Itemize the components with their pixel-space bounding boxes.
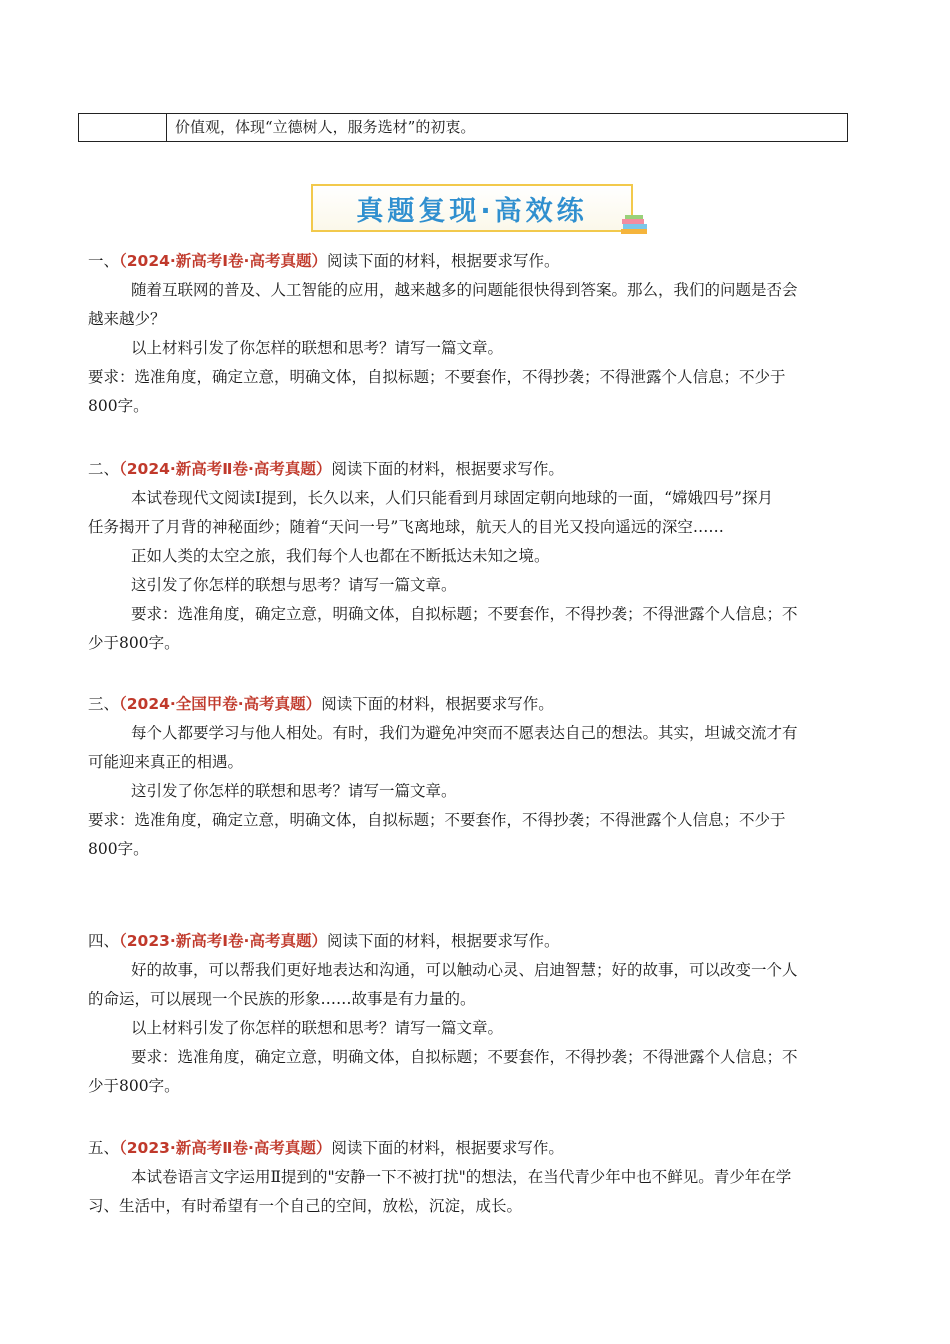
question-2 [88, 455, 864, 658]
requirement-line: 800字。 [88, 840, 149, 858]
question-1 [88, 247, 864, 421]
requirement-line: 要求：选准角度，确定立意，明确文体，自拟标题；不要套作，不得抄袭；不得泄露个人信息；不少于 [88, 811, 786, 829]
paragraph-line: 这引发了你怎样的联想与思考？请写一篇文章。 [131, 576, 457, 594]
question-source: （2024·全国甲卷·高考真题） [119, 695, 322, 713]
question-heading [88, 927, 864, 956]
requirement-line: 少于800字。 [88, 1077, 180, 1095]
header-table-row [78, 113, 848, 142]
question-lead: 阅读下面的材料，根据要求写作。 [331, 1139, 564, 1157]
question-lead: 阅读下面的材料，根据要求写作。 [326, 932, 560, 950]
question-heading [88, 690, 864, 719]
question-source: （2023·新高考Ⅰ卷·高考真题） [119, 932, 327, 950]
paragraph-line: 每个人都要学习与他人相处。有时，我们为避免冲突而不愿表达自己的想法。其实，坦诚交流才有 [131, 724, 798, 742]
question-number: 三、 [88, 695, 120, 713]
question-lead: 阅读下面的材料，根据要求写作。 [326, 252, 560, 270]
question-3 [88, 690, 864, 864]
question-heading [88, 247, 864, 276]
paragraph-line: 本试卷现代文阅读Ⅰ提到，长久以来，人们只能看到月球固定朝向地球的一面，“嫦娥四号”探月 [131, 489, 773, 507]
table-cell-empty [79, 114, 167, 141]
paragraph-line: 随着互联网的普及、人工智能的应用，越来越多的问题能很快得到答案。那么，我们的问题是否会 [131, 281, 798, 299]
paragraph-line: 的命运，可以展现一个民族的形象……故事是有力量的。 [88, 990, 476, 1008]
question-number: 一、 [88, 252, 120, 270]
question-number: 四、 [88, 932, 120, 950]
requirement-line: 要求：选准角度，确定立意，明确文体，自拟标题；不要套作，不得抄袭；不得泄露个人信息；不 [131, 605, 798, 623]
paragraph-line: 越来越少？ [88, 310, 166, 328]
question-5 [88, 1134, 864, 1221]
question-number: 二、 [88, 460, 120, 478]
question-source: （2024·新高考Ⅱ卷·高考真题） [119, 460, 332, 478]
paragraph-line: 好的故事，可以帮我们更好地表达和沟通，可以触动心灵、启迪智慧；好的故事，可以改变一个人 [131, 961, 798, 979]
requirement-line: 要求：选准角度，确定立意，明确文体，自拟标题；不要套作，不得抄袭；不得泄露个人信息；不少于 [88, 368, 786, 386]
question-lead: 阅读下面的材料，根据要求写作。 [331, 460, 564, 478]
paragraph-line: 可能迎来真正的相遇。 [88, 753, 244, 771]
paragraph-line: 任务揭开了月背的神秘面纱；随着“天问一号”飞离地球，航天人的目光又投向遥远的深空…… [88, 518, 724, 536]
requirement-line: 要求：选准角度，确定立意，明确文体，自拟标题；不要套作，不得抄袭；不得泄露个人信息；不 [131, 1048, 798, 1066]
question-source: （2024·新高考Ⅰ卷·高考真题） [119, 252, 327, 270]
paragraph-line: 以上材料引发了你怎样的联想和思考？请写一篇文章。 [131, 339, 504, 357]
question-heading [88, 455, 864, 484]
question-source: （2023·新高考Ⅱ卷·高考真题） [119, 1139, 332, 1157]
question-4 [88, 927, 864, 1101]
requirement-line: 800字。 [88, 397, 149, 415]
paragraph-line: 以上材料引发了你怎样的联想和思考？请写一篇文章。 [131, 1019, 504, 1037]
paragraph-line: 正如人类的太空之旅，我们每个人也都在不断抵达未知之境。 [131, 547, 550, 565]
question-lead: 阅读下面的材料，根据要求写作。 [321, 695, 554, 713]
question-number: 五、 [88, 1139, 120, 1157]
requirement-line: 少于800字。 [88, 634, 180, 652]
paragraph-line: 这引发了你怎样的联想和思考？请写一篇文章。 [131, 782, 457, 800]
section-banner [311, 184, 633, 232]
banner-title: 真题复现·高效练 [356, 195, 588, 227]
question-heading [88, 1134, 864, 1163]
books-icon [619, 212, 651, 236]
table-cell-text: 价值观，体现“立德树人，服务选材”的初衷。 [175, 118, 476, 136]
paragraph-line: 习、生活中，有时希望有一个自己的空间，放松，沉淀，成长。 [88, 1197, 523, 1215]
paragraph-line: 本试卷语言文字运用Ⅱ提到的"安静一下不被打扰"的想法，在当代青少年中也不鲜见。青少年在学 [131, 1168, 792, 1186]
